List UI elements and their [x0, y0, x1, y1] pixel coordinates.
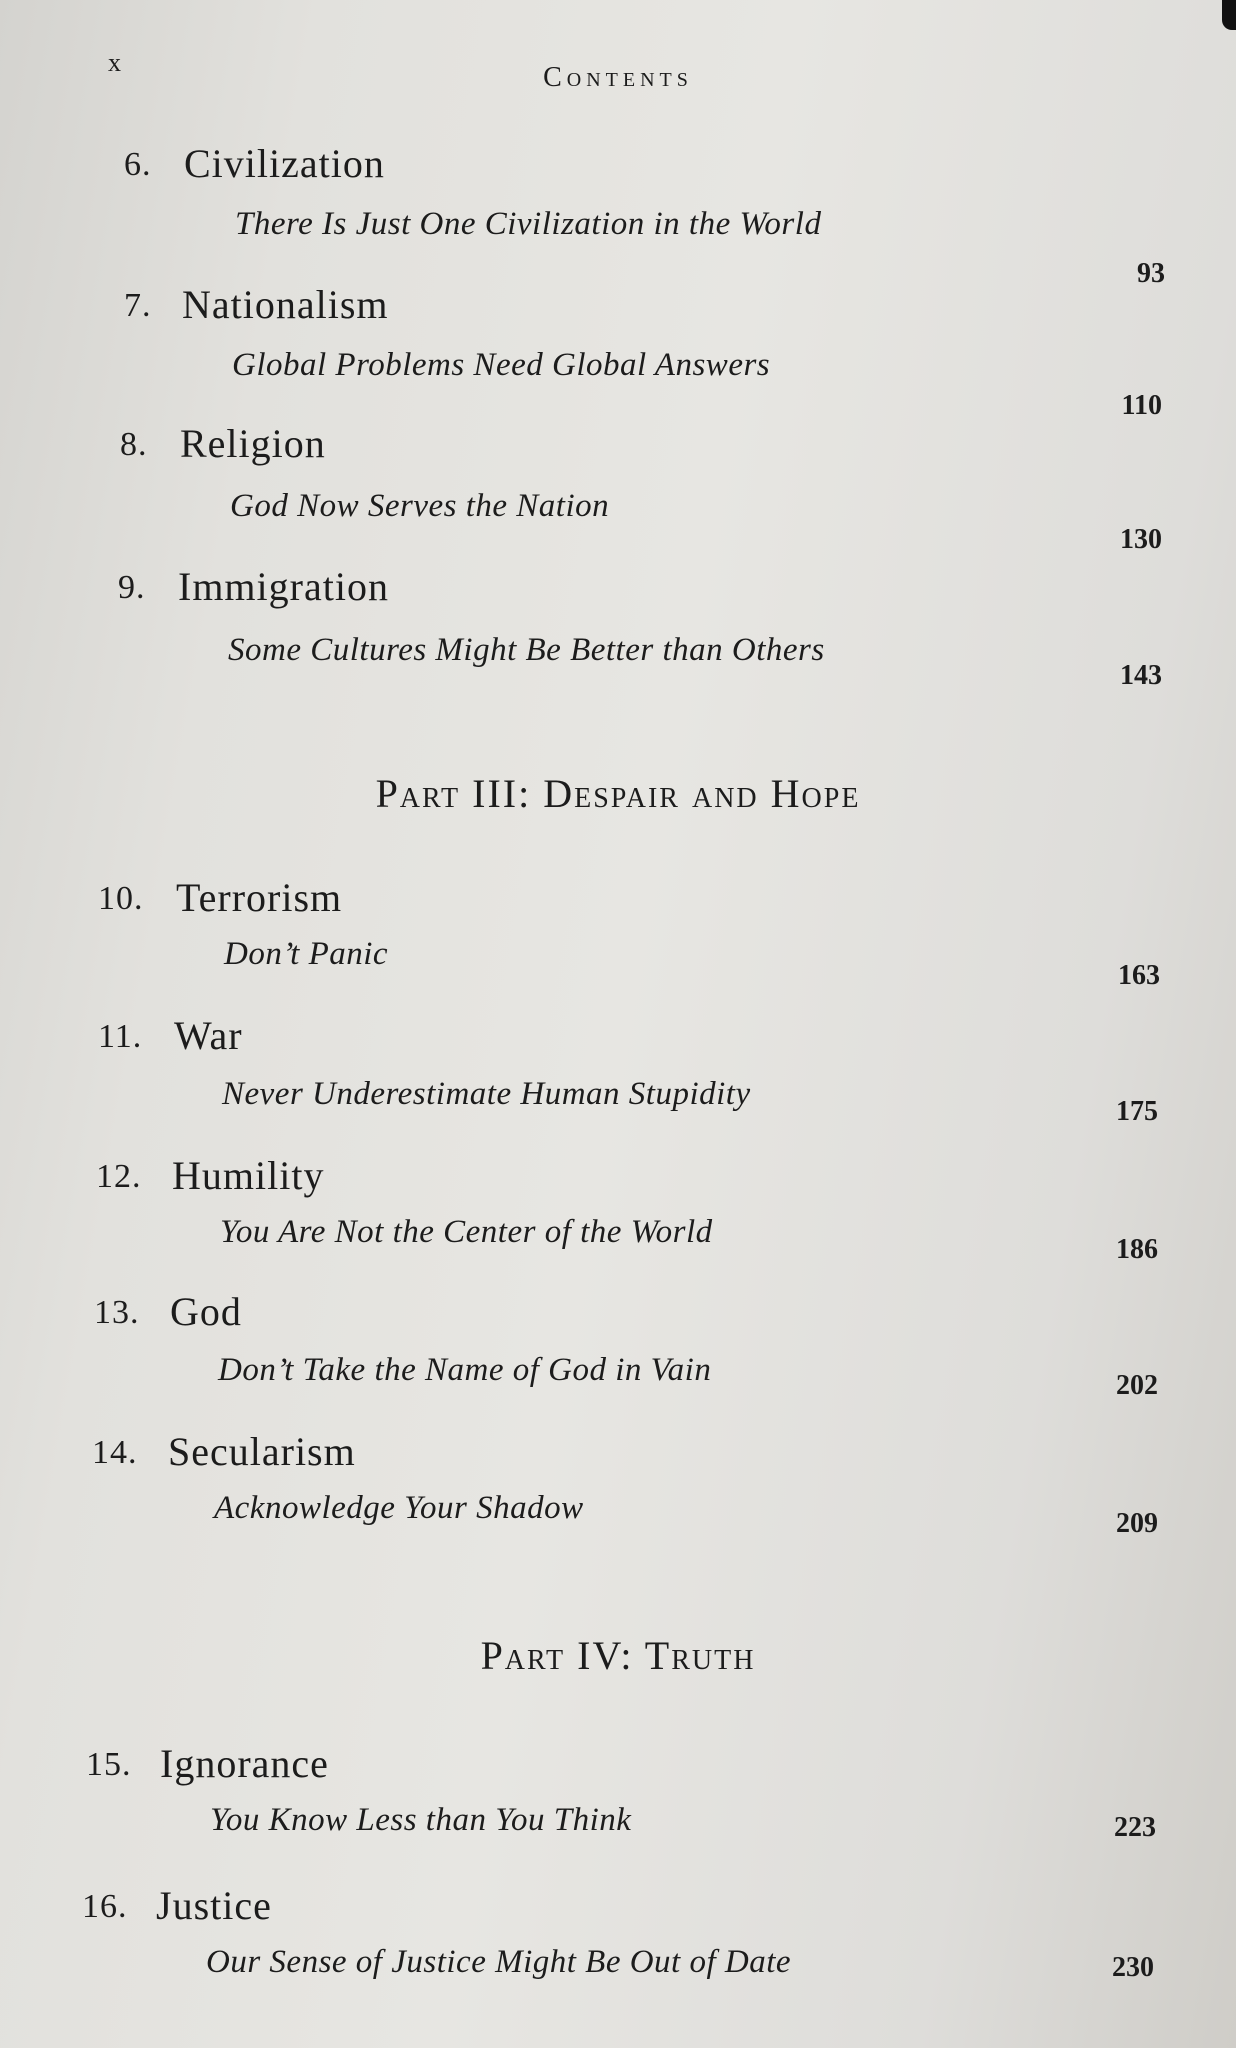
chapter-number: 9.	[118, 569, 146, 606]
chapter-title: Humility	[172, 1153, 325, 1198]
chapter-title: Civilization	[184, 141, 385, 186]
chapter-number: 14.	[92, 1434, 138, 1471]
page-number: 110	[1121, 390, 1162, 421]
chapter-title: Secularism	[168, 1429, 356, 1474]
page-number: 93	[1137, 258, 1165, 289]
chapter-number: 15.	[86, 1746, 132, 1783]
chapter-subtitle: Acknowledge Your Shadow	[214, 1490, 584, 1526]
chapter-number: 13.	[94, 1294, 140, 1331]
chapter-subtitle: You Know Less than You Think	[210, 1802, 632, 1838]
chapter-subtitle: God Now Serves the Nation	[230, 488, 610, 524]
page-number: 130	[1120, 524, 1162, 555]
chapter-title: Religion	[180, 421, 326, 466]
page-number: 202	[1116, 1370, 1158, 1401]
chapter-subtitle: Never Underestimate Human Stupidity	[222, 1076, 751, 1112]
chapter-title: Nationalism	[182, 282, 389, 327]
chapter-subtitle: Don’t Take the Name of God in Vain	[218, 1352, 712, 1388]
running-head: Contents	[543, 62, 693, 93]
page-number: 230	[1112, 1952, 1154, 1983]
part-heading: Part IV: Truth	[480, 1633, 756, 1678]
chapter-title: Terrorism	[176, 875, 343, 920]
chapter-subtitle: Some Cultures Might Be Better than Others	[228, 632, 825, 668]
page-number: 143	[1120, 660, 1162, 691]
page-number: 163	[1118, 960, 1160, 991]
chapter-title: War	[174, 1013, 243, 1058]
chapter-subtitle: Don’t Panic	[224, 936, 389, 972]
page-number: 209	[1116, 1508, 1158, 1539]
chapter-number: 11.	[98, 1018, 143, 1055]
part-heading: Part III: Despair and Hope	[375, 771, 861, 816]
chapter-number: 8.	[120, 426, 148, 463]
chapter-title: Ignorance	[160, 1741, 329, 1786]
chapter-number: 6.	[124, 146, 152, 183]
chapter-subtitle: You Are Not the Center of the World	[220, 1214, 713, 1250]
page-folio: x	[108, 48, 121, 77]
chapter-subtitle: Global Problems Need Global Answers	[232, 347, 771, 383]
chapter-number: 12.	[96, 1158, 142, 1195]
page-number: 186	[1116, 1234, 1158, 1265]
page-number: 223	[1114, 1812, 1156, 1843]
chapter-number: 10.	[98, 880, 144, 917]
chapter-title: God	[170, 1289, 242, 1334]
chapter-number: 7.	[124, 287, 152, 324]
chapter-number: 16.	[82, 1888, 128, 1925]
chapter-subtitle: There Is Just One Civilization in the World	[235, 206, 822, 242]
page-number: 175	[1116, 1096, 1158, 1127]
chapter-title: Immigration	[178, 564, 389, 609]
chapter-subtitle: Our Sense of Justice Might Be Out of Date	[206, 1944, 792, 1980]
page-edge-shadow	[1222, 0, 1236, 30]
chapter-title: Justice	[156, 1883, 272, 1928]
